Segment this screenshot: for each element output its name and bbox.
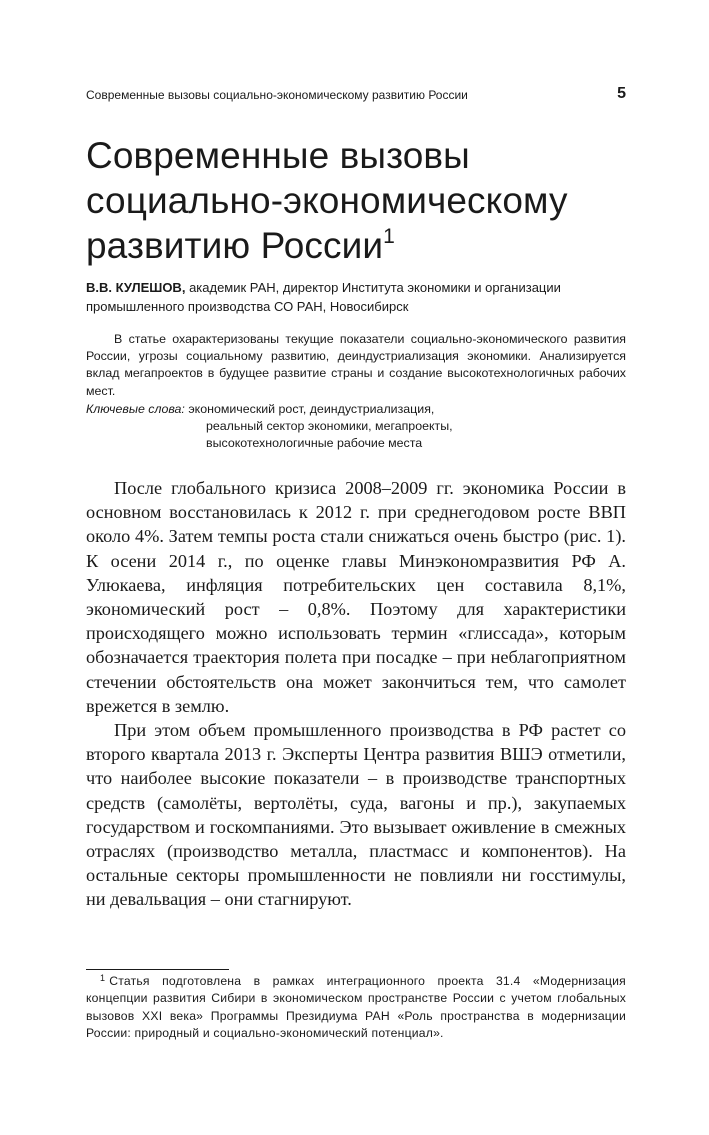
title-line-1: Современные вызовы [86,135,470,176]
footnote-text: Статья подготовлена в рамках интеграционного проекта 31.4 «Модернизация концепции развития Сибири в экономическом пространстве России с учетом глобальных вызовов XXI века» Программы Президиума РАН «Роль пространства в модернизации России: природный и социально-экономический потенциал». [86,974,626,1041]
keywords-label: Ключевые слова: [86,402,185,416]
author-name: В.В. КУЛЕШОВ, [86,280,186,295]
title-footnote-mark[interactable]: 1 [383,225,395,248]
footnote-mark: 1 [100,973,106,983]
paragraph-2: При этом объем промышленного производства в РФ растет со второго квартала 2013 г. Эксперты Центра развития ВШЭ отметили, что наиболее высокие показатели – в производстве транспортных средств (самолёты, вертолёты, суда, вагоны и пр.), закупаемых государством и госкомпаниями. Это вызывает оживление в смежных отраслях (производство металла, пластмасс и компонентов). На остальные секторы промышленности не повлияли ни госстимулы, ни девальвация – они стагнируют. [86,720,626,910]
footnote [86,973,626,1043]
keywords-line-3: высокотехнологичные рабочие места [206,436,423,451]
running-header [86,85,626,106]
author-block [86,278,626,316]
keywords [86,401,626,453]
author-affiliation: академик РАН, директор Института экономики и организации промышленного производства СО РАН, Новосибирск [86,280,561,314]
footnote-divider [86,969,229,970]
keywords-line-2: реальный сектор экономики, мегапроекты, [206,419,453,434]
article-title [86,133,646,268]
keywords-text-1: экономический рост, деиндустриализация, [188,402,435,416]
keywords-line-1 [86,401,626,418]
page-number: 5 [617,85,626,102]
abstract-text: В статье охарактеризованы текущие показатели социально-экономического развития России, угрозы социальному развитию, деиндустриализация экономики. Анализируется вклад мегапроектов в будущее развитие страны и создание высокотехнологичных рабочих мест. [86,332,626,398]
abstract [86,331,626,400]
title-line-2: социально-экономическому [86,180,568,221]
title-line-3: развитию России [86,225,384,266]
running-title: Современные вызовы социально-экономическому развитию России [86,88,468,102]
paragraph-1: После глобального кризиса 2008–2009 гг. экономика России в основном восстановилась к 2012 г. при среднегодовом росте ВВП около 4%. Затем темпы роста стали снижаться очень быстро (рис. 1). К осени 2014 г., по оценке главы Минэкономразвития РФ А. Улюкаева, инфляция потребительских цен составила 8,1%, экономический рост – 0,8%. Поэтому для характеристики происходящего можно использовать термин «глиссада», которым обозначается траектория полета при посадке – при неблагоприятном стечении обстоятельств она может закончиться тем, что самолет врежется в землю. [86,478,626,716]
body-text [86,476,626,912]
